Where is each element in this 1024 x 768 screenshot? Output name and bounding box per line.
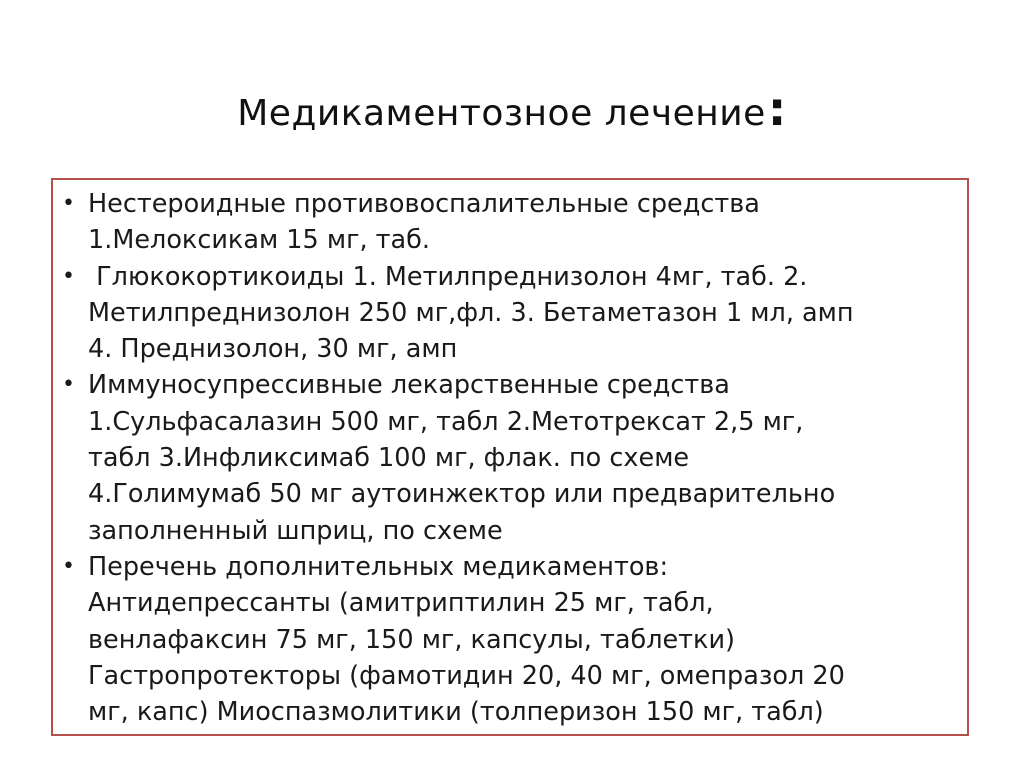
slide-title-colon: :	[767, 82, 787, 136]
bullet-icon: •	[62, 372, 75, 398]
bullet-line: Иммуносупрессивные лекарственные средства	[88, 370, 730, 401]
bullet-icon: •	[62, 191, 75, 216]
bullet-line: Гастропротекторы (фамотидин 20, 40 мг, омепразол 20	[88, 660, 845, 691]
bullet-line: заполненный шприц, по схеме	[88, 515, 503, 546]
bullet-line: мг, капс) Миоспазмолитики (толперизон 150 мг, табл)	[88, 697, 824, 728]
slide-title-text: Медикаментозное лечение	[237, 93, 766, 134]
slide-title	[0, 82, 1024, 136]
bullet-item-additional-medications	[62, 549, 962, 730]
bullet-line: Антидепрессанты (амитриптилин 25 мг, табл,	[88, 588, 714, 619]
bullet-icon: •	[62, 553, 75, 579]
bullet-list	[62, 186, 962, 730]
bullet-line: Нестероидные противовоспалительные средства	[88, 189, 760, 219]
bullet-line: 1.Мелоксикам 15 мг, таб.	[88, 225, 430, 256]
bullet-line: Перечень дополнительных медикаментов:	[88, 551, 669, 582]
bullet-line: 1.Сульфасалазин 500 мг, табл 2.Метотрексат 2,5 мг,	[88, 406, 804, 437]
bullet-line: Метилпреднизолон 250 мг,фл. 3. Бетаметазон 1 мл, амп	[88, 297, 854, 328]
bullet-line: табл 3.Инфликсимаб 100 мг, флак. по схеме	[88, 443, 690, 474]
bullet-item-nsaids	[62, 186, 962, 259]
bullet-line: 4.Голимумаб 50 мг аутоинжектор или предварительно	[88, 479, 836, 510]
bullet-line: Глюкокортикоиды 1. Метилпреднизолон 4мг, таб. 2.	[88, 261, 808, 292]
bullet-item-glucocorticoids	[62, 259, 962, 368]
bullet-line: 4. Преднизолон, 30 мг, амп	[88, 334, 458, 365]
content-box	[51, 178, 969, 736]
bullet-icon: •	[62, 263, 75, 289]
bullet-item-immunosuppressants	[62, 367, 962, 548]
bullet-line: венлафаксин 75 мг, 150 мг, капсулы, таблетки)	[88, 624, 735, 655]
